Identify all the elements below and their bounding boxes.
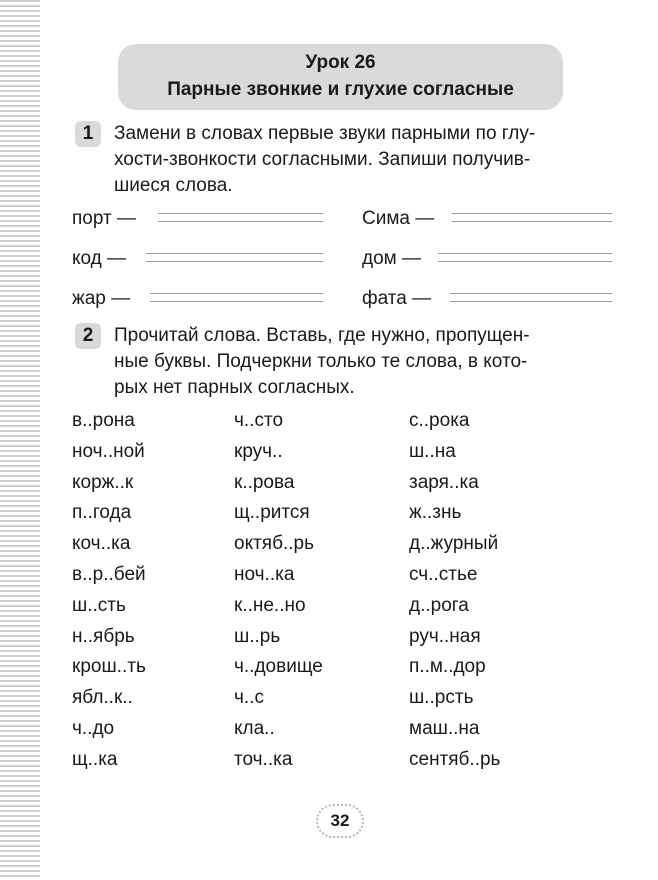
word-item[interactable]: ч..с (234, 687, 264, 708)
task-1-word: жар — (72, 288, 131, 309)
answer-line[interactable] (146, 253, 323, 265)
lesson-title: Урок 26 (305, 52, 376, 73)
answer-line[interactable] (158, 213, 323, 225)
word-item[interactable]: ноч..ка (234, 564, 295, 585)
word-item[interactable]: к..не..но (234, 595, 306, 616)
task-2-number: 2 (75, 323, 101, 349)
word-item[interactable]: ч..до (72, 718, 115, 739)
word-item[interactable]: ш..сть (72, 595, 126, 616)
task-2-text-line-2: ные буквы. Подчеркни только те слова, в кото- (114, 351, 528, 372)
word-item[interactable]: ябл..к.. (72, 687, 133, 708)
answer-line[interactable] (150, 293, 323, 305)
word-item[interactable]: ш..на (409, 441, 456, 462)
word-item[interactable]: с..рока (409, 410, 470, 431)
answer-line[interactable] (438, 253, 612, 265)
word-item[interactable]: сентяб..рь (409, 749, 501, 770)
word-item[interactable]: ж..знь (409, 502, 462, 523)
task-1-word: дом — (362, 248, 421, 269)
task-1-text-line-1: Замени в словах первые звуки парными по глу- (114, 123, 536, 144)
word-item[interactable]: щ..ка (72, 749, 118, 770)
word-item[interactable]: к..рова (234, 472, 295, 493)
word-item[interactable]: щ..рится (234, 502, 310, 523)
word-item[interactable]: п..м..дор (409, 656, 486, 677)
word-item[interactable]: руч..ная (409, 626, 481, 647)
task-1-word: порт — (72, 208, 136, 229)
decorative-margin-stripes (0, 0, 40, 880)
task-2-text-line-3: рых нет парных согласных. (114, 377, 355, 398)
word-item[interactable]: ч..сто (234, 410, 284, 431)
word-item[interactable]: маш..на (409, 718, 480, 739)
word-item[interactable]: в..рона (72, 410, 135, 431)
task-1-word: код — (72, 248, 127, 269)
task-1-number: 1 (75, 121, 101, 147)
word-item[interactable]: кла.. (234, 718, 275, 739)
word-item[interactable]: ш..рсть (409, 687, 474, 708)
answer-line[interactable] (452, 213, 612, 225)
word-item[interactable]: сч..стье (409, 564, 478, 585)
task-2-text-line-1: Прочитай слова. Вставь, где нужно, пропущен- (114, 325, 530, 346)
task-1-text-line-2: хости-звонкости согласными. Запиши получив- (114, 149, 531, 170)
word-item[interactable]: заря..ка (409, 472, 479, 493)
word-item[interactable]: октяб..рь (234, 533, 314, 554)
word-item[interactable]: ноч..ной (72, 441, 145, 462)
task-1-word: Сима — (362, 208, 435, 229)
word-item[interactable]: крош..ть (72, 656, 146, 677)
word-item[interactable]: в..р..бей (72, 564, 146, 585)
word-item[interactable]: корж..к (72, 472, 134, 493)
word-item[interactable]: п..года (72, 502, 132, 523)
word-item[interactable]: н..ябрь (72, 626, 135, 647)
word-item[interactable]: ч..довище (234, 656, 323, 677)
task-1-text-line-3: шиеся слова. (114, 175, 233, 196)
page-number: 32 (316, 804, 364, 838)
word-item[interactable]: точ..ка (234, 749, 293, 770)
task-1-word: фата — (362, 288, 432, 309)
word-item[interactable]: д..журный (409, 533, 499, 554)
word-item[interactable]: коч..ка (72, 533, 131, 554)
answer-line[interactable] (450, 293, 612, 305)
word-item[interactable]: круч.. (234, 441, 283, 462)
lesson-topic: Парные звонкие и глухие согласные (167, 79, 514, 100)
lesson-header (118, 44, 563, 110)
word-item[interactable]: д..рога (409, 595, 469, 616)
word-item[interactable]: ш..рь (234, 626, 281, 647)
